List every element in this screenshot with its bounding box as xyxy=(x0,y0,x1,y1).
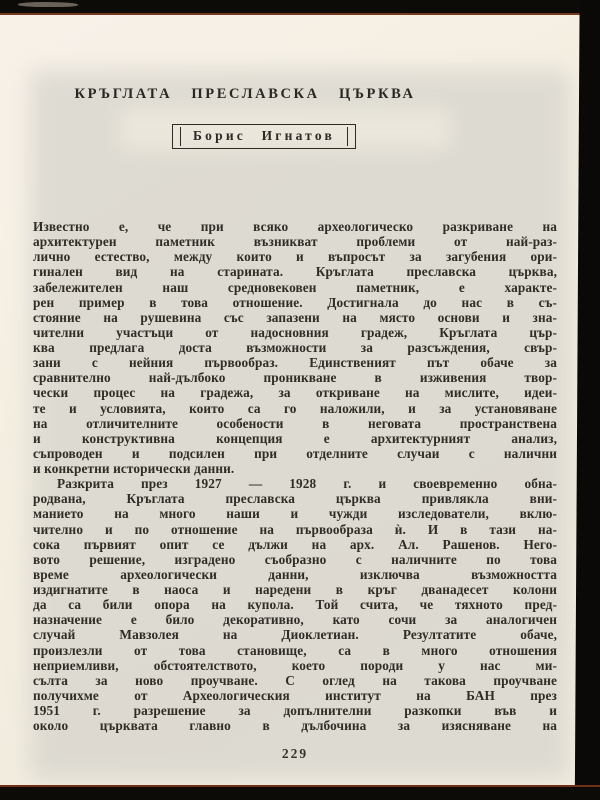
text-line: сравнително най-дълбоко проникване в изживения твор- xyxy=(33,370,557,386)
text-line: Известно е, че при всяко археологическо разкриване на xyxy=(33,219,557,234)
paragraph-1 xyxy=(33,219,557,476)
text-line: вото решение, изградено съобразно с наличните по това xyxy=(33,551,557,567)
text-line: 1951 г. разрешение за допълнителни разкопки във и xyxy=(33,703,557,718)
author-box xyxy=(172,124,356,149)
text-line: издигнатите в наоса и наредени в кръг дванадесет колони xyxy=(33,582,557,597)
text-line: случай Мавзолея на Диоклетиан. Резултатите обаче, xyxy=(33,627,557,643)
text-line: Разкрита през 1927 — 1928 г. и своевременно обна- xyxy=(57,476,557,492)
body-text xyxy=(33,219,557,733)
text-line: чителни участъци от надосновния градеж, Кръглата цър- xyxy=(33,324,557,340)
author-name: Борис Игнатов xyxy=(193,128,335,143)
text-line: да са били опора на купола. Той счита, че тяхното пред- xyxy=(33,597,557,613)
text-line: назначение е било декоративно, като сочи за аналогичен xyxy=(33,612,557,628)
paragraph-2 xyxy=(33,476,557,733)
page-title: КРЪГЛАТА ПРЕСЛАВСКА ЦЪРКВА xyxy=(74,86,416,102)
text-line: рен пример в това отношение. Достигнала до нас в съ- xyxy=(33,294,557,310)
text-line: ква предлага доста възможности за разсъждения, свър- xyxy=(33,340,557,355)
text-line: и конструктивна концепция е архитектурният анализ, xyxy=(33,430,557,446)
text-line: около църквата главно в дълбочина за изясняване на xyxy=(33,718,557,734)
text-line: сока първият опит се дължи на арх. Ал. Рашенов. Него- xyxy=(33,536,557,552)
text-line: те и условията, които са го наложили, и за установяване xyxy=(33,400,557,416)
text-line: и конкретни исторически данни. xyxy=(33,461,235,476)
text-line: гинален вид на старината. Кръглата преславска църква, xyxy=(33,264,557,280)
text-line: лично естество, между които и въпросът за загубения ори- xyxy=(33,249,557,265)
text-line: чително и по отношение на първообраза ѝ. И в тази на- xyxy=(33,521,557,537)
text-line: сълта за ново проучване. С оглед на такова проучване xyxy=(33,672,557,688)
page-number: 229 xyxy=(281,746,309,762)
text-line: на отличителните особености в неговата пространствена xyxy=(33,415,557,431)
text-line: произлезли от това становище, са в много отношения xyxy=(33,642,557,658)
text-line: манието на много наши и чужди изследователи, вклю- xyxy=(33,506,557,522)
text-line: чески процес на градежа, за откриване на мислите, идеи- xyxy=(33,385,557,401)
author-box-wrapper xyxy=(33,124,495,149)
text-line: получихме от Археологическия институт на БАН през xyxy=(33,687,557,703)
text-line: архитектурен паметник възникват проблеми от най-раз- xyxy=(33,234,557,250)
scanner-frame-right xyxy=(570,0,600,800)
text-line: родвана, Кръглата преславска църква привлякла вни- xyxy=(33,491,557,507)
page-content xyxy=(33,0,557,762)
text-line: неприемливи, обстоятелството, което породи у нас ми- xyxy=(33,657,557,673)
text-line: стояние на рушевина със запазени на място основи и зна- xyxy=(33,309,557,325)
text-line: зани с нейния първообраз. Единственият път обаче за xyxy=(33,355,557,371)
text-line: съпроводен и подсилен при отделните случаи с налични xyxy=(33,445,557,461)
scanner-frame-bottom xyxy=(0,785,600,800)
text-line: забележителен наш средновековен паметник, е характе- xyxy=(33,279,557,295)
text-line: време археологически данни, изключва възможността xyxy=(33,566,557,582)
